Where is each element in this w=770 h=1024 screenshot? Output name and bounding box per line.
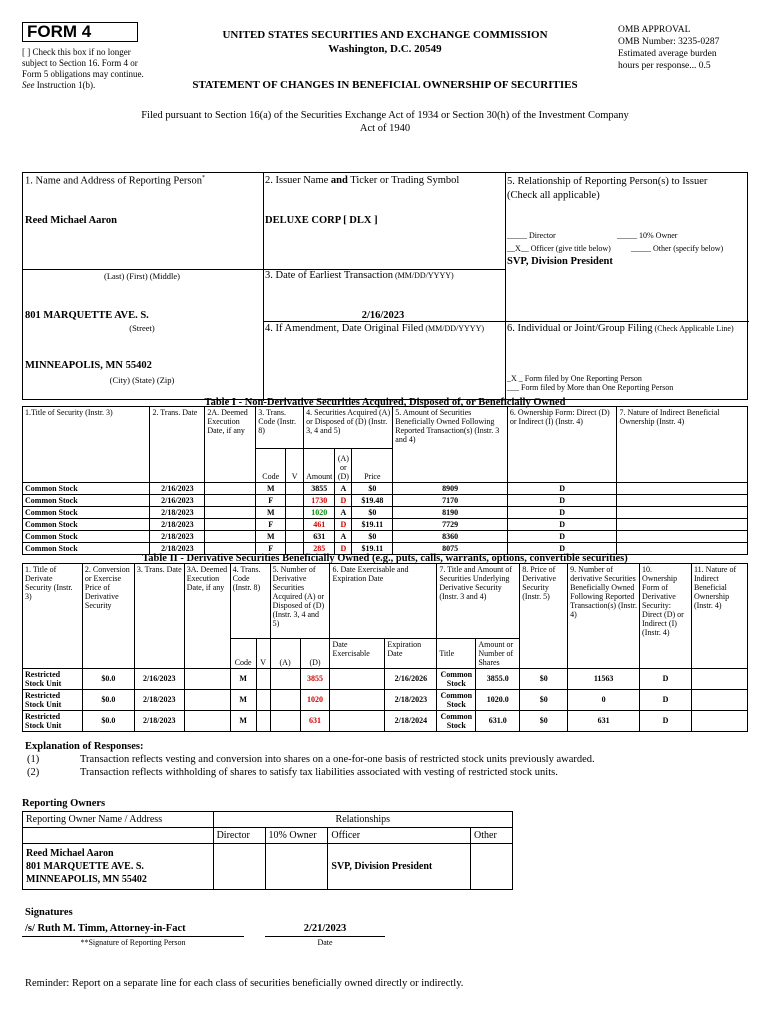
signature-value: /s/ Ruth M. Timm, Attorney-in-Fact <box>25 923 186 934</box>
t2-cell-price: $0 <box>520 668 568 689</box>
explanation-num-1: (1) <box>27 754 40 765</box>
t2-cell-owned: 0 <box>568 689 640 710</box>
t2-cell-code: M <box>230 689 256 710</box>
owners-col-relationships: Relationships <box>213 812 512 828</box>
t1-cell-form: D <box>507 507 617 519</box>
owners-col-officer: Officer <box>328 828 471 844</box>
t1-cell-amount: 1020 <box>304 507 335 519</box>
check-box-text: [ ] Check this box if no longer subject to Section 16. Form 4 or Form 5 obligations may continue. See Instruction 1(b). <box>22 47 144 90</box>
form-title: FORM 4 <box>22 22 138 42</box>
city-label: (City) (State) (Zip) <box>109 375 175 385</box>
t2-sub-d: (D) <box>300 638 330 668</box>
t1-h-title: 1.Title of Security (Instr. 3) <box>25 408 113 417</box>
t1-cell-security: Common Stock <box>23 543 150 555</box>
t2-sub-title: Title <box>437 638 476 668</box>
t2-cell-title: Common Stock <box>437 668 476 689</box>
t1-cell-date: 2/18/2023 <box>150 531 205 543</box>
t1-cell-owned: 8909 <box>393 483 508 495</box>
reminder-text: Reminder: Report on a separate line for each class of securities beneficially owned directly or indirectly. <box>25 978 464 989</box>
t2-h-price: 8. Price of Derivative Security (Instr. 5) <box>520 564 568 639</box>
t2-cell-code: M <box>230 710 256 731</box>
t2-cell-price: $0 <box>520 710 568 731</box>
t1-cell-code: F <box>256 495 286 507</box>
box6-label: 6. Individual or Joint/Group Filing (Check Applicable Line) <box>507 323 734 334</box>
t1-sub-price: Price <box>352 449 393 483</box>
t2-cell-title: Common Stock <box>437 710 476 731</box>
t2-h-deemed: 3A. Deemed Execution Date, if any <box>184 564 230 639</box>
t2-cell-exp: 2/18/2023 <box>385 689 437 710</box>
owners-col-director: Director <box>213 828 265 844</box>
t1-cell-amount: 461 <box>304 519 335 531</box>
t1-h-amount: 5. Amount of Securities Beneficially Owned Following Reported Transaction(s) (Instr. 3 and 4) <box>393 407 508 449</box>
t2-cell-date: 2/16/2023 <box>134 668 184 689</box>
t2-cell-conv: $0.0 <box>82 668 134 689</box>
table1-row <box>23 507 748 519</box>
signature-label: **Signature of Reporting Person <box>80 938 186 947</box>
t2-cell-conv: $0.0 <box>82 710 134 731</box>
t2-cell-exp: 2/18/2024 <box>385 710 437 731</box>
t1-cell-ad: A <box>335 507 352 519</box>
table1-row <box>23 519 748 531</box>
reporting-owners-title: Reporting Owners <box>22 798 106 809</box>
t1-h-nature: 7. Nature of Indirect Beneficial Ownership (Instr. 4) <box>617 407 748 449</box>
ten-pct-owner-checkbox: _____ 10% Owner <box>617 231 678 240</box>
statement-title: STATEMENT OF CHANGES IN BENEFICIAL OWNERSHIP OF SECURITIES <box>192 79 578 91</box>
t1-cell-ad: A <box>335 531 352 543</box>
filing-one-person: _X _ Form filed by One Reporting Person <box>507 374 642 383</box>
t1-cell-amount: 3855 <box>304 483 335 495</box>
box5-label: 5. Relationship of Reporting Person(s) to Issuer (Check all applicable) <box>507 176 708 201</box>
table1-title: Table I - Non-Derivative Securities Acquired, Disposed of, or Beneficially Owned <box>204 397 566 408</box>
t1-cell-security: Common Stock <box>23 483 150 495</box>
t2-h-underlying: 7. Title and Amount of Securities Underlying Derivative Security (Instr. 3 and 4) <box>437 564 520 639</box>
explanation-title: Explanation of Responses: <box>25 741 144 752</box>
t2-cell-d: 1020 <box>300 689 330 710</box>
table1-row <box>23 495 748 507</box>
table1-row <box>23 483 748 495</box>
city-state-zip: MINNEAPOLIS, MN 55402 <box>25 360 152 371</box>
t2-cell-shares: 3855.0 <box>476 668 520 689</box>
t1-cell-form: D <box>507 483 617 495</box>
t1-cell-owned: 8190 <box>393 507 508 519</box>
street-label: (Street) <box>129 323 155 333</box>
t2-sub-v: V <box>256 638 270 668</box>
owners-col-name: Reporting Owner Name / Address <box>23 812 214 828</box>
table2 <box>22 563 748 732</box>
table1-row <box>23 531 748 543</box>
t1-cell-owned: 8075 <box>393 543 508 555</box>
t1-sub-v: V <box>286 449 304 483</box>
t1-cell-code: M <box>256 531 286 543</box>
t2-cell-d: 3855 <box>300 668 330 689</box>
t1-cell-date: 2/16/2023 <box>150 483 205 495</box>
t1-cell-security: Common Stock <box>23 495 150 507</box>
reporting-owners-table <box>22 811 513 890</box>
t1-h-date: 2. Trans. Date <box>150 407 205 449</box>
t2-h-title: 1. Title of Derivate Security (Instr. 3) <box>25 565 73 601</box>
t1-cell-amount: 631 <box>304 531 335 543</box>
t1-h-deemed: 2A. Deemed Execution Date, if any <box>205 407 256 449</box>
signature-date: 2/21/2023 <box>303 923 347 934</box>
t1-cell-date: 2/16/2023 <box>150 495 205 507</box>
t2-cell-owned: 631 <box>568 710 640 731</box>
t2-cell-form: D <box>640 689 692 710</box>
explanation-text-2: Transaction reflects withholding of shares to satisfy tax liabilities associated with vesting of restricted stock units. <box>80 767 558 778</box>
t2-cell-form: D <box>640 710 692 731</box>
other-checkbox: _____ Other (specify below) <box>631 244 724 253</box>
owner-officer-title: SVP, Division President <box>328 844 471 890</box>
t2-cell-date: 2/18/2023 <box>134 689 184 710</box>
t1-cell-owned: 7729 <box>393 519 508 531</box>
owners-col-ten-pct: 10% Owner <box>265 828 328 844</box>
date-label: Date <box>317 938 333 947</box>
t2-cell-code: M <box>230 668 256 689</box>
t1-cell-form: D <box>507 531 617 543</box>
t1-cell-form: D <box>507 495 617 507</box>
t1-h-acquired: 4. Securities Acquired (A) or Disposed of (D) (Instr. 3, 4 and 5) <box>304 407 393 449</box>
t1-sub-amount: Amount <box>304 449 335 483</box>
t2-h-form: 10. Ownership Form of Derivative Security: Direct (D) or Indirect (I) (Instr. 4) <box>640 564 692 639</box>
t1-cell-security: Common Stock <box>23 531 150 543</box>
table2-row <box>23 668 748 689</box>
t1-cell-price: $0 <box>352 507 393 519</box>
table2-title: Table II - Derivative Securities Beneficially Owned (e.g., puts, calls, warrants, options, convertible securities) <box>142 553 628 564</box>
box2-label: 2. Issuer Name and Ticker or Trading Symbol <box>265 175 460 186</box>
reporting-person-name: Reed Michael Aaron <box>25 215 117 226</box>
t2-cell-security: Restricted Stock Unit <box>23 710 83 731</box>
table1 <box>22 406 748 555</box>
t2-cell-conv: $0.0 <box>82 689 134 710</box>
t1-sub-ad: (A) or (D) <box>335 449 352 483</box>
t2-cell-owned: 11563 <box>568 668 640 689</box>
t2-sub-exercisable: Date Exercisable <box>330 638 385 668</box>
filed-pursuant: Filed pursuant to Section 16(a) of the Securities Exchange Act of 1934 or Section 30(h) of the Investment Company Act of 1940 <box>141 110 629 134</box>
officer-checkbox: __X__ Officer (give title below) <box>507 244 611 253</box>
t1-cell-code: M <box>256 507 286 519</box>
t1-cell-price: $19.48 <box>352 495 393 507</box>
agency-name: UNITED STATES SECURITIES AND EXCHANGE COMMISSION <box>222 29 548 41</box>
t2-sub-code: Code <box>230 638 256 668</box>
box1-label: 1. Name and Address of Reporting Person* <box>25 175 206 187</box>
t1-cell-code: M <box>256 483 286 495</box>
t2-h-owned: 9. Number of derivative Securities Beneficially Owned Following Reported Transaction(s) (Instr. 4) <box>568 564 640 639</box>
filing-more-persons: ___ Form filed by More than One Reporting Person <box>507 383 674 392</box>
agency-city: Washington, D.C. 20549 <box>328 43 442 55</box>
t1-sub-code: Code <box>256 449 286 483</box>
t1-cell-security: Common Stock <box>23 507 150 519</box>
t2-cell-security: Restricted Stock Unit <box>23 689 83 710</box>
t2-cell-date: 2/18/2023 <box>134 710 184 731</box>
t1-cell-date: 2/18/2023 <box>150 543 205 555</box>
issuer-name: DELUXE CORP [ DLX ] <box>265 215 378 226</box>
t2-h-nature: 11. Nature of Indirect Beneficial Ownership (Instr. 4) <box>691 564 747 639</box>
t1-cell-amount: 1730 <box>304 495 335 507</box>
signatures-title: Signatures <box>25 907 73 918</box>
t1-cell-date: 2/18/2023 <box>150 519 205 531</box>
t1-cell-code: F <box>256 519 286 531</box>
t1-cell-security: Common Stock <box>23 519 150 531</box>
t2-sub-expiration: Expiration Date <box>385 638 437 668</box>
box4-label: 4. If Amendment, Date Original Filed (MM/DD/YYYY) <box>265 323 485 334</box>
t2-cell-form: D <box>640 668 692 689</box>
t1-cell-amount: 285 <box>304 543 335 555</box>
t2-cell-price: $0 <box>520 689 568 710</box>
t1-h-code: 3. Trans. Code (Instr. 8) <box>256 407 304 449</box>
t1-cell-form: D <box>507 519 617 531</box>
street-address: 801 MARQUETTE AVE. S. <box>25 310 149 321</box>
box3-label: 3. Date of Earliest Transaction (MM/DD/YYYY) <box>265 270 454 281</box>
t2-cell-title: Common Stock <box>437 689 476 710</box>
t2-sub-shares: Amount or Number of Shares <box>476 638 520 668</box>
name-parts-label: (Last) (First) (Middle) <box>103 271 180 281</box>
owner-name-address: Reed Michael Aaron 801 MARQUETTE AVE. S. MINNEAPOLIS, MN 55402 <box>23 844 214 890</box>
owners-col-other: Other <box>471 828 513 844</box>
t2-cell-d: 631 <box>300 710 330 731</box>
t2-h-number: 5. Number of Derivative Securities Acquired (A) or Disposed of (D) (Instr. 3, 4 and 5) <box>270 564 330 639</box>
t1-cell-price: $0 <box>352 483 393 495</box>
t1-cell-price: $0 <box>352 531 393 543</box>
t1-h-form: 6. Ownership Form: Direct (D) or Indirect (I) (Instr. 4) <box>507 407 617 449</box>
officer-title: SVP, Division President <box>507 256 613 267</box>
table2-row <box>23 710 748 731</box>
t1-cell-ad: D <box>335 519 352 531</box>
t1-cell-price: $19.11 <box>352 519 393 531</box>
director-checkbox: _____ Director <box>507 231 556 240</box>
t2-cell-security: Restricted Stock Unit <box>23 668 83 689</box>
t1-cell-ad: D <box>335 495 352 507</box>
t1-cell-owned: 7170 <box>393 495 508 507</box>
t1-cell-code: F <box>256 543 286 555</box>
t1-cell-ad: A <box>335 483 352 495</box>
t2-h-code: 4. Trans. Code (Instr. 8) <box>230 564 270 639</box>
earliest-transaction-date: 2/16/2023 <box>361 310 405 321</box>
t2-cell-exp: 2/16/2026 <box>385 668 437 689</box>
agency-title <box>170 28 600 56</box>
t2-sub-a: (A) <box>270 638 300 668</box>
t1-cell-price: $19.11 <box>352 543 393 555</box>
t2-h-conv: 2. Conversion or Exercise Price of Derivative Security <box>82 564 134 639</box>
explanation-text-1: Transaction reflects vesting and conversion into shares on a one-for-one basis of restricted stock units previously awarded. <box>80 754 595 765</box>
t1-cell-form: D <box>507 543 617 555</box>
t1-cell-ad: D <box>335 543 352 555</box>
t1-cell-date: 2/18/2023 <box>150 507 205 519</box>
explanation-num-2: (2) <box>27 767 40 778</box>
t2-h-date: 3. Trans. Date <box>134 564 184 639</box>
omb-approval: OMB APPROVAL OMB Number: 3235-0287 Estimated average burden hours per response... 0.5 <box>618 25 720 71</box>
t2-h-exercisable: 6. Date Exercisable and Expiration Date <box>330 564 437 639</box>
t1-cell-owned: 8360 <box>393 531 508 543</box>
t2-cell-shares: 631.0 <box>476 710 520 731</box>
t2-cell-shares: 1020.0 <box>476 689 520 710</box>
table2-row <box>23 689 748 710</box>
